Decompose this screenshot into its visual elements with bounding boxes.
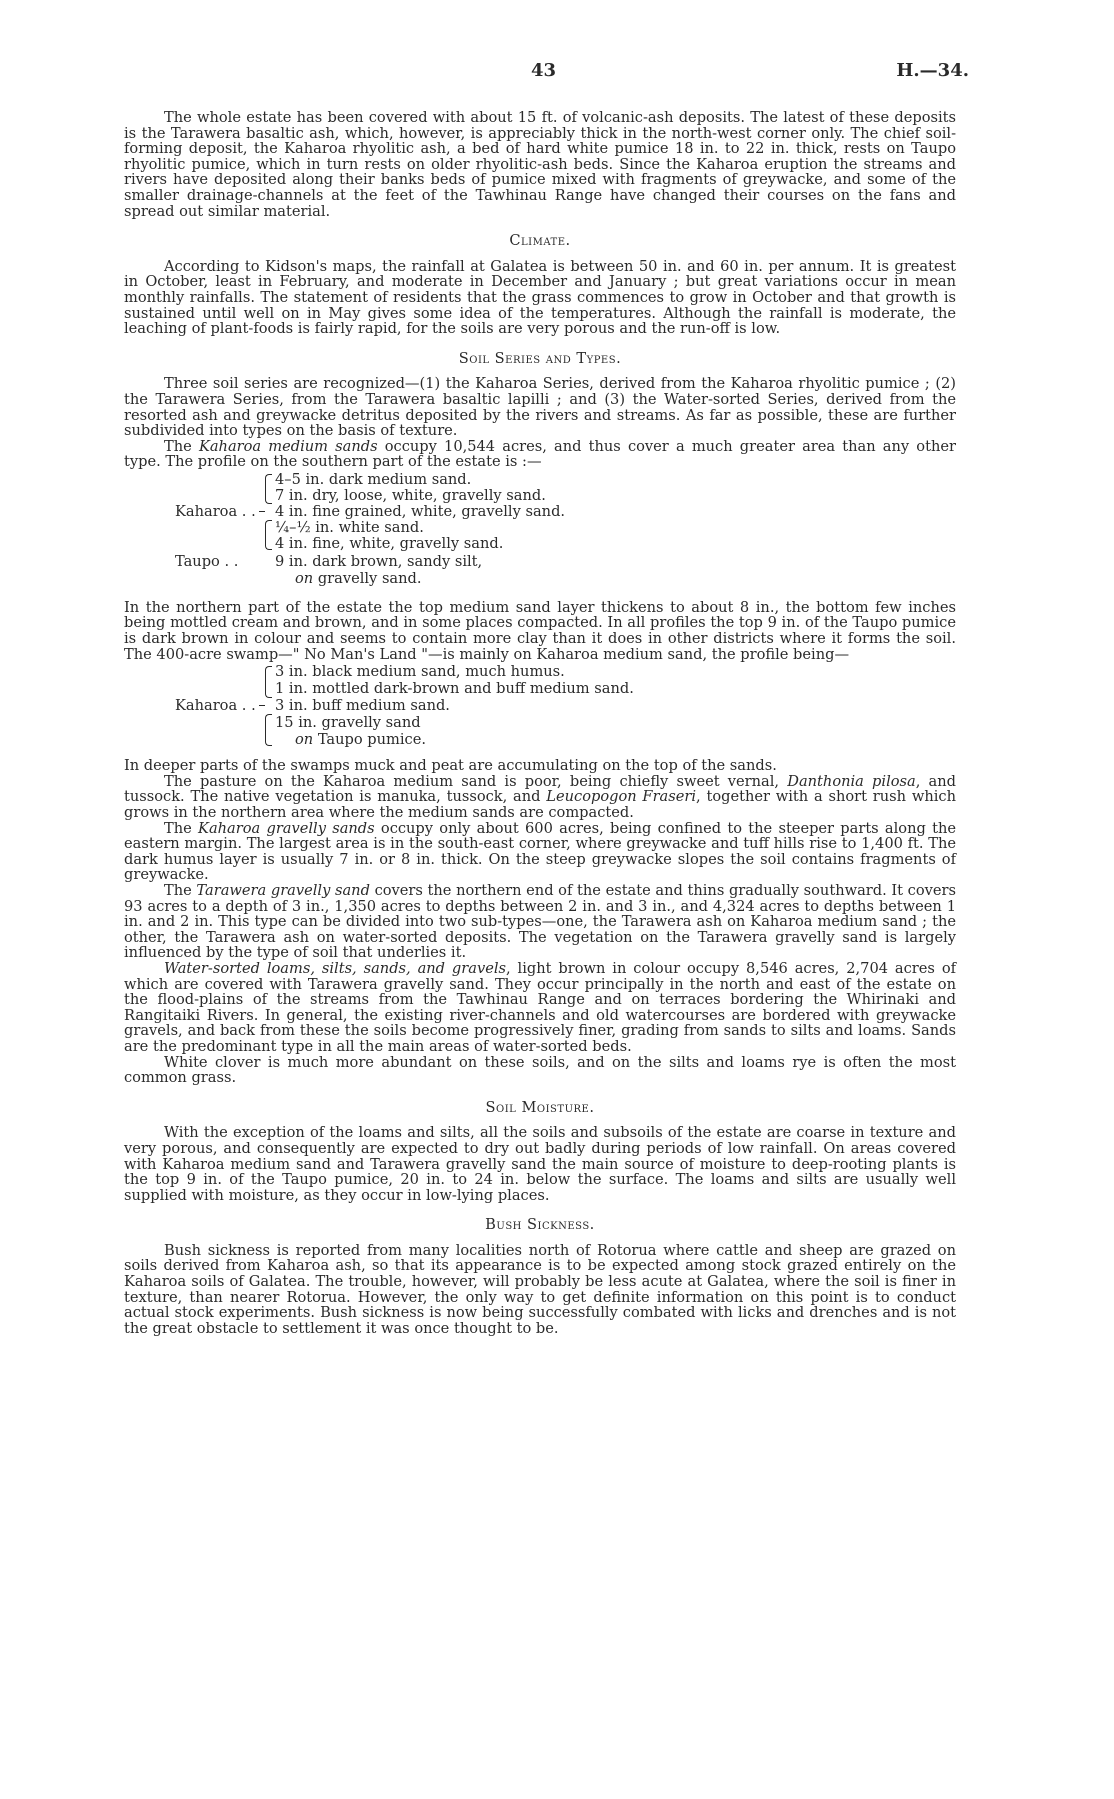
soil-series-paragraph-4: In deeper parts of the swamps muck and peat are accumulating on the top of the sands. <box>124 757 777 775</box>
profile-layer: 3 in. buff medium sand. <box>275 697 450 715</box>
bush-sickness-paragraph: Bush sickness is reported from many localities north of Rotorua where cattle and sheep are grazed on soils derived from Kaharoa ash, so that its appearance is to be expected among stock grazed entirely on the Kaharoa soils of Galatea. The trouble, however, will probably be less acute at Galatea, where the soil is finer in texture, than nearer Rotorua. However, the only way to get definite information on this point is to conduct actual stock experiments. Bush sickness is now being successfully combated with licks and drenches and is not the great obstacle to settlement it was once thought to be. <box>124 1241 956 1337</box>
soil-series-paragraph-7: The Tarawera gravelly sand covers the northern end of the estate and thins gradually southward. It covers 93 acres to a depth of 3 in., 1,350 acres to depths between 2 in. and 3 in., and 4,324 acres to depths between 1 in. and 2 in. This type can be divided into two sub-types—one, the Tarawera ash on Kaharoa medium sand ; the other, the Tarawera ash on water-sorted deposits. The vegetation on the Tarawera gravelly sand is largely influenced by the type of soil that underlies it. <box>124 882 956 962</box>
soil-series-paragraph-1: Three soil series are recognized—(1) the Kaharoa Series, derived from the Kaharoa rhyolitic pumice ; (2) the Tarawera Series, from the Tarawera basaltic lapilli ; and (3) the Water-sorted Series, derived from the resorted ash and greywacke detritus deposited by the rivers and streams. As far as possible, these are further subdivided into types on the basis of texture. <box>124 375 956 440</box>
profile-brace-top <box>265 666 272 698</box>
profile-label-taupo: Taupo . . <box>175 552 239 570</box>
page-number: 43 <box>531 60 557 81</box>
soil-series-paragraph-9: White clover is much more abundant on these soils, and on the silts and loams rye is often the most common grass. <box>124 1053 956 1087</box>
profile-label-kaharoa: Kaharoa . . <box>175 502 256 520</box>
profile-brace-point <box>259 705 265 706</box>
profile-label-kaharoa: Kaharoa . . <box>175 697 256 715</box>
profile-layer: 3 in. black medium sand, much humus. <box>275 663 565 681</box>
soil-moisture-heading: Soil Moisture. <box>485 1098 595 1116</box>
profile-layer: on gravelly sand. <box>295 569 422 587</box>
soil-series-paragraph-3: In the northern part of the estate the top medium sand layer thickens to about 8 in., the bottom few inches being mottled cream and brown, and in some places compacted. In all profiles the top 9 in. of the Taupo pumice is dark brown in colour and seems to contain more clay than it does in other districts where it forms the soil. The 400-acre swamp—" No Man's Land "—is mainly on Kaharoa medium sand, the profile being— <box>124 598 956 663</box>
soil-series-paragraph-2: The Kaharoa medium sands occupy 10,544 acres, and thus cover a much greater area than any other type. The profile on the southern part of the estate is :— <box>124 437 956 471</box>
document-body <box>124 110 956 1336</box>
profile-brace-bottom <box>265 520 272 550</box>
kaharoa-profile-swamp <box>124 664 956 754</box>
bush-sickness-heading: Bush Sickness. <box>485 1216 595 1234</box>
profile-layer: 4 in. fine grained, white, gravelly sand. <box>275 502 566 520</box>
profile-layer: 1 in. mottled dark-brown and buff medium sand. <box>275 680 634 698</box>
profile-brace-point <box>259 511 265 512</box>
profile-layer: 9 in. dark brown, sandy silt, <box>275 552 483 570</box>
soil-series-paragraph-5: The pasture on the Kaharoa medium sand is poor, being chiefly sweet vernal, Danthonia pilosa, and tussock. The native vegetation is manuka, tussock, and Leucopogon Fraseri, together with a short rush which grows in the northern area where the medium sands are compacted. <box>124 772 956 822</box>
document-reference: H.—34. <box>896 60 969 81</box>
profile-brace-top <box>265 474 272 504</box>
soil-series-paragraph-6: The Kaharoa gravelly sands occupy only about 600 acres, being confined to the steeper parts along the eastern margin. The largest area is in the south-east corner, where greywacke and tuff hills rise to 1,400 ft. The dark humus layer is usually 7 in. or 8 in. thick. On the steep greywacke slopes the soil contains fragments of greywacke. <box>124 819 956 884</box>
profile-layer: 4 in. fine, white, gravelly sand. <box>275 534 504 552</box>
soil-moisture-paragraph: With the exception of the loams and silts, all the soils and subsoils of the estate are coarse in texture and very porous, and consequently are expected to dry out badly during periods of low rainfall. On areas covered with Kaharoa medium sand and Tarawera gravelly sand the main source of moisture to deep-rooting plants is the top 9 in. of the Taupo pumice, 20 in. to 24 in. below the surface. The loams and silts are usually well supplied with moisture, as they occur in low-lying places. <box>124 1124 956 1204</box>
climate-heading: Climate. <box>509 232 571 250</box>
soil-series-heading: Soil Series and Types. <box>458 349 622 367</box>
profile-layer: 15 in. gravelly sand <box>275 714 421 732</box>
profile-layer: ¼–½ in. white sand. <box>275 518 424 536</box>
profile-brace-bottom <box>265 714 272 746</box>
intro-paragraph: The whole estate has been covered with about 15 ft. of volcanic-ash deposits. The latest of these deposits is the Tarawera basaltic ash, which, however, is appreciably thick in the north-west corner only. The chief soil-forming deposit, the Kaharoa rhyolitic ash, a bed of hard white pumice 18 in. to 22 in. thick, rests on Taupo rhyolitic pumice, which in turn rests on older rhyolitic-ash beds. Since the Kaharoa eruption the streams and rivers have deposited along their banks beds of pumice mixed with fragments of greywacke, and some of the smaller drainage-channels at the feet of the Tawhinau Range have changed their courses on the fans and spread out similar material. <box>124 109 956 220</box>
climate-paragraph: According to Kidson's maps, the rainfall at Galatea is between 50 in. and 60 in. per annum. It is greatest in October, least in February, and moderate in December and January ; but great variations occur in mean monthly rainfalls. The statement of residents that the grass commences to grow in October and that growth is sustained until well on in May gives some idea of the temperatures. Although the rainfall is moderate, the leaching of plant-foods is fairly rapid, for the soils are very porous and the run-off is low. <box>124 257 956 338</box>
profile-layer: on Taupo pumice. <box>295 731 426 749</box>
kaharoa-profile-south <box>124 472 956 596</box>
soil-series-paragraph-8: Water-sorted loams, silts, sands, and gravels, light brown in colour occupy 8,546 acres, 2,704 acres of which are covered with Tarawera gravelly sand. They occur principally in the north and east of the estate on the flood-plains of the streams from the Tawhinau Range and on terraces bordering the Whirinaki and Rangitaiki Rivers. In general, the existing river-channels and old watercourses are bordered with greywacke gravels, and back from these the soils become progressively finer, grading from sands to silts and loams. Sands are the predominant type in all the main areas of water-sorted beds. <box>124 959 957 1055</box>
profile-layer: 7 in. dry, loose, white, gravelly sand. <box>275 486 546 504</box>
profile-layer: 4–5 in. dark medium sand. <box>275 470 472 488</box>
